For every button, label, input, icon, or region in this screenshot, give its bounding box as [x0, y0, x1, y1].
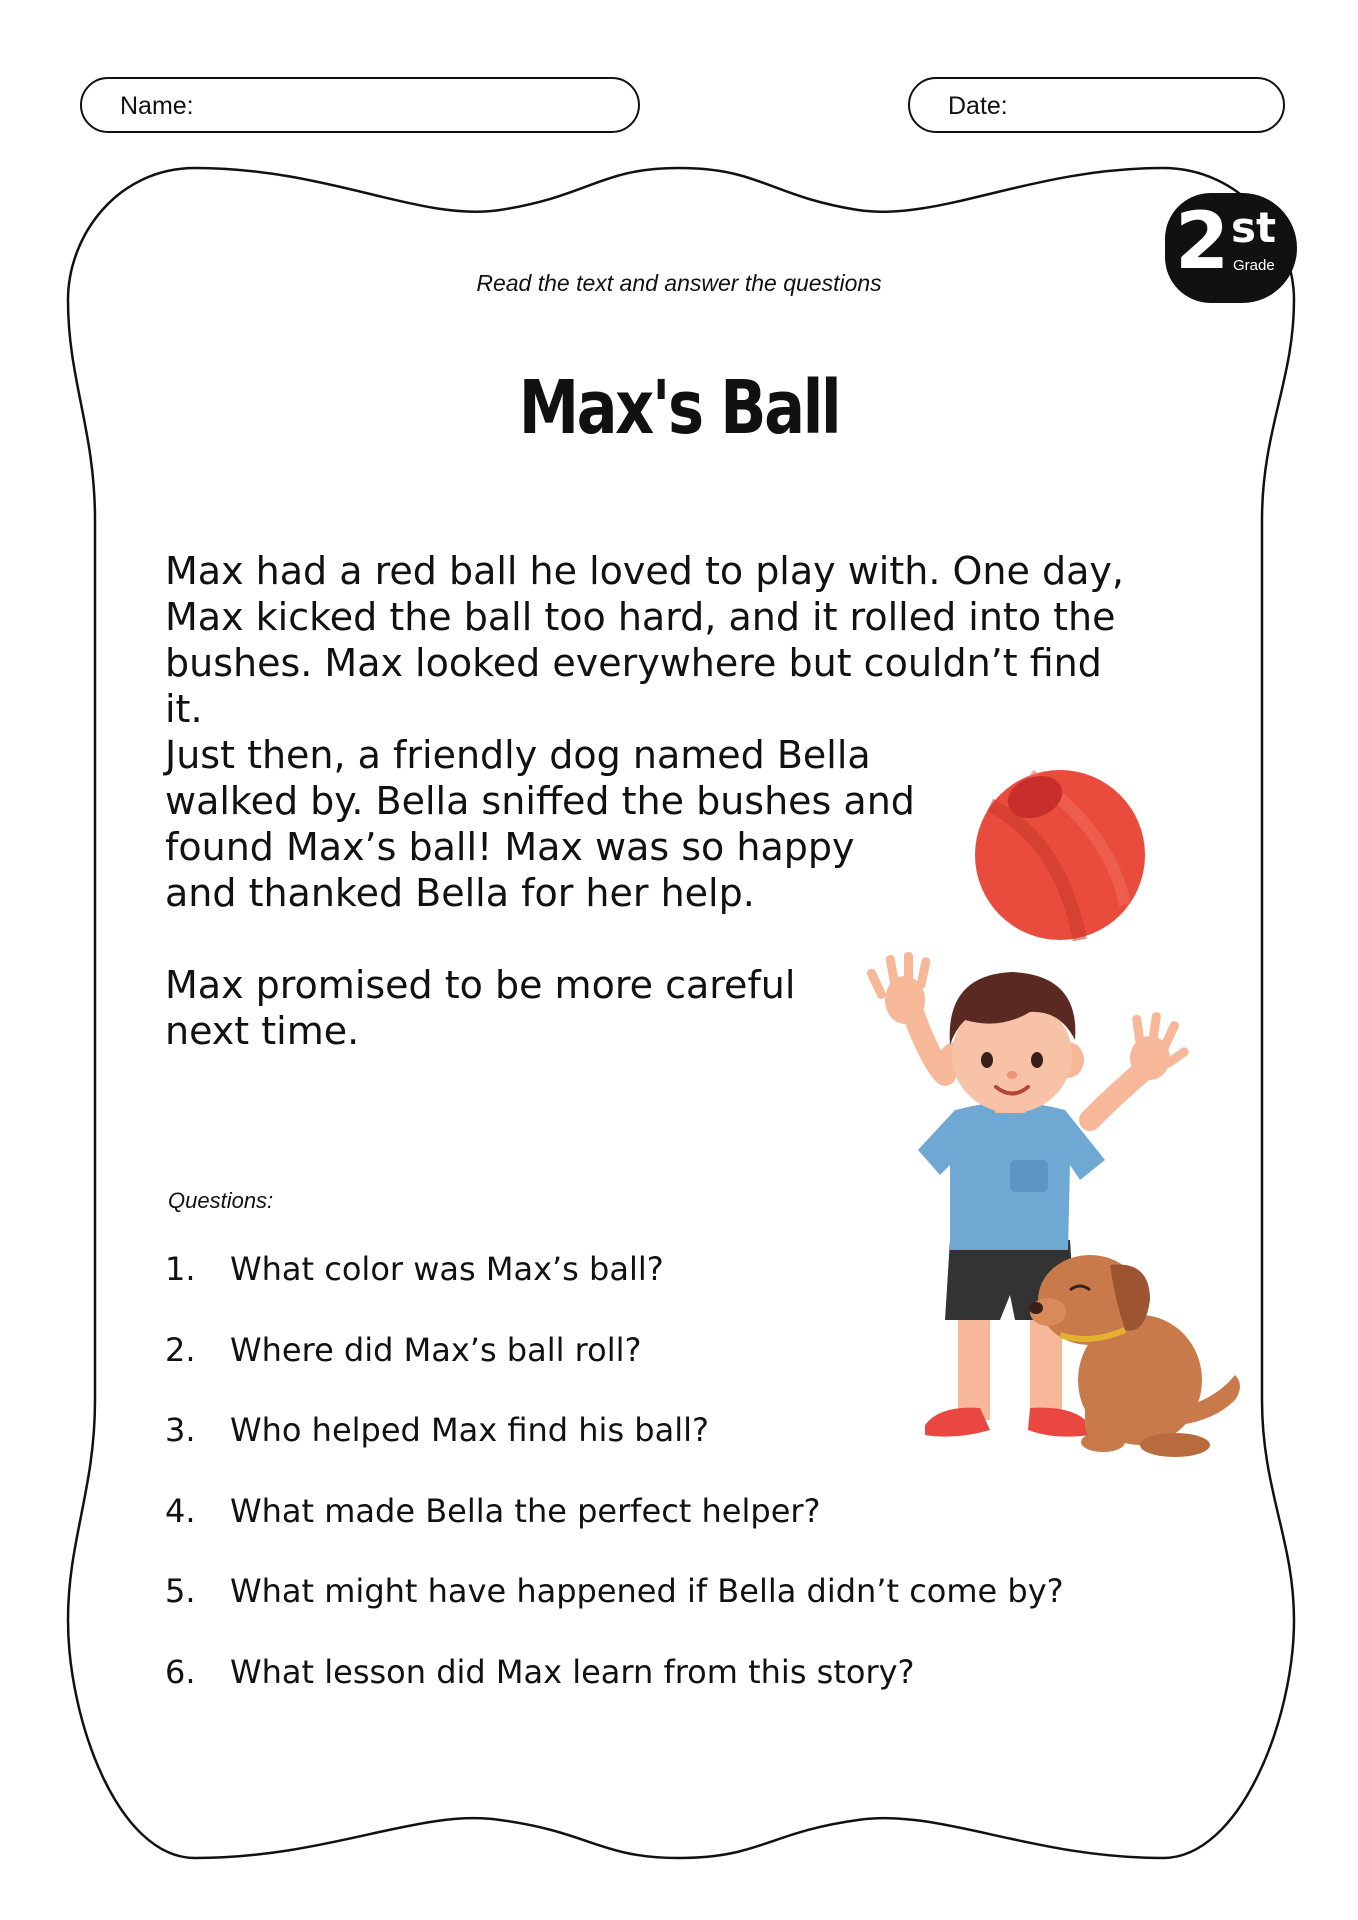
question-number: 2.: [165, 1330, 196, 1369]
question-text: Where did Max’s ball roll?: [230, 1330, 642, 1369]
story-paragraph-2: Just then, a friendly dog named Bella walked by. Bella sniffed the bushes and found Max’s ball! Max was so happy and thanked Bella for her help.: [165, 733, 915, 915]
question-text: What lesson did Max learn from this story?: [230, 1652, 915, 1691]
question-text: Who helped Max find his ball?: [230, 1411, 709, 1449]
question-number: 4.: [165, 1491, 196, 1530]
story-paragraph-1: Max had a red ball he loved to play with. One day, Max kicked the ball too hard, and it rolled into the bushes. Max looked everywhere but couldn’t find it.: [165, 549, 1124, 731]
question-number: 1.: [165, 1250, 196, 1288]
grade-caption: Grade: [1233, 257, 1275, 274]
questions-label: Questions:: [168, 1188, 274, 1213]
question-text: What color was Max’s ball?: [230, 1250, 664, 1288]
instruction-text: Read the text and answer the questions: [476, 270, 882, 296]
question-number: 5.: [165, 1572, 196, 1610]
question-text: What might have happened if Bella didn’t come by?: [230, 1572, 1064, 1610]
question-text: What made Bella the perfect helper?: [230, 1491, 821, 1530]
question-number: 3.: [165, 1411, 196, 1449]
red-ball-icon: [975, 769, 1145, 940]
grade-number: 2: [1175, 197, 1228, 287]
grade-suffix: st: [1231, 203, 1277, 252]
question-number: 6.: [165, 1652, 196, 1691]
date-label: Date:: [948, 92, 1008, 120]
story-paragraph-3: Max promised to be more careful next time.: [165, 963, 796, 1053]
story-title: Max's Ball: [518, 365, 840, 451]
name-label: Name:: [120, 92, 194, 120]
illustration: [850, 750, 1250, 1470]
